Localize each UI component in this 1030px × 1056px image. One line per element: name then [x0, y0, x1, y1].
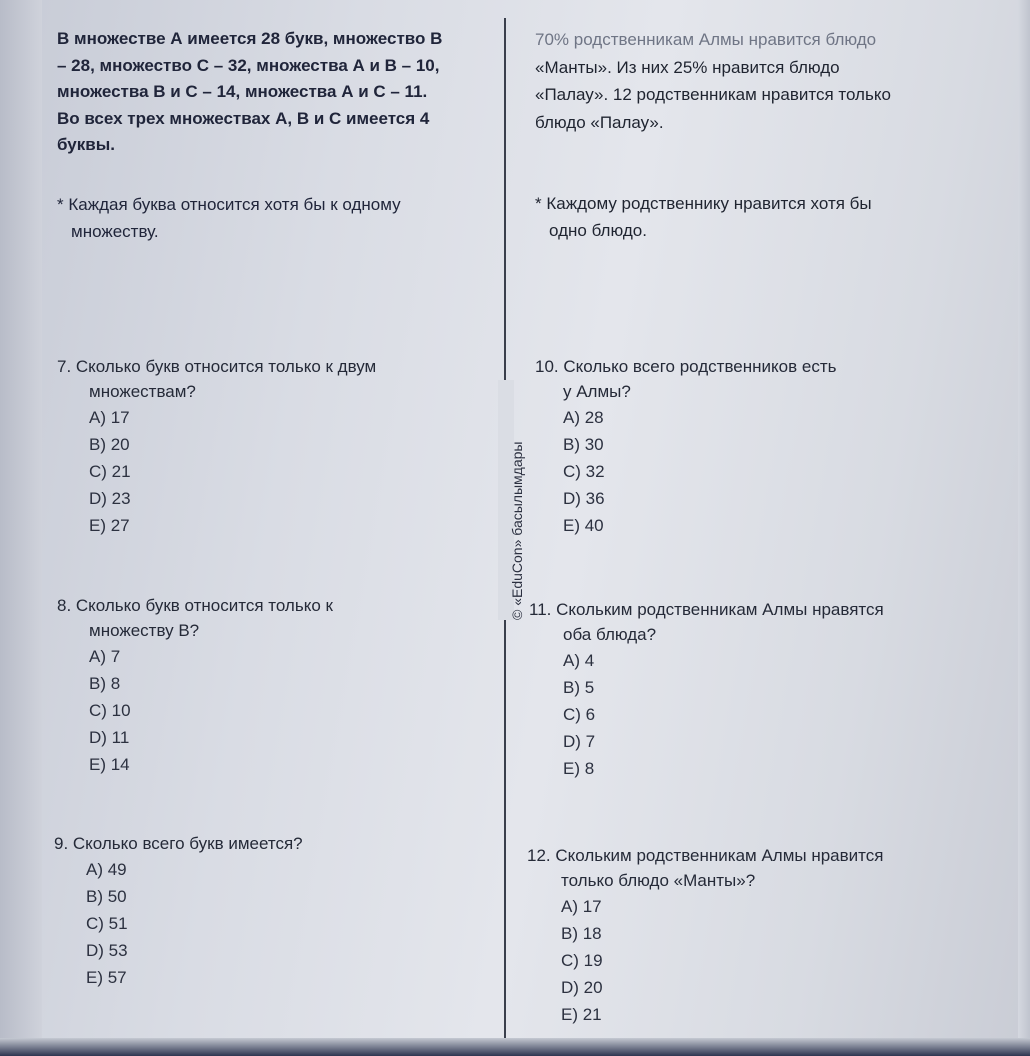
question-7: [57, 354, 487, 539]
publisher-watermark: © «EduCon» басылымдары: [509, 441, 525, 620]
answer-options: [57, 643, 487, 778]
answer-option[interactable]: В) 8: [89, 674, 121, 693]
answer-option[interactable]: Е) 57: [86, 968, 127, 987]
left-problem-statement: [57, 26, 497, 159]
right-intro-line: «Манты». Из них 25% нравится блюдо: [535, 57, 840, 77]
answer-option[interactable]: А) 28: [563, 408, 604, 427]
question-title: 10. Сколько всего родственников есть: [535, 357, 837, 376]
answer-option[interactable]: А) 7: [89, 647, 121, 666]
answer-option[interactable]: D) 36: [563, 489, 605, 508]
answer-option[interactable]: D) 53: [86, 941, 128, 960]
answer-option[interactable]: С) 51: [86, 914, 128, 933]
left-intro-line: Во всех трех множествах А, В и С имеется 4: [57, 108, 430, 128]
answer-option[interactable]: С) 10: [89, 701, 131, 720]
left-intro-line: буквы.: [57, 135, 115, 154]
question-12: [527, 843, 1007, 1028]
answer-option[interactable]: Е) 27: [89, 516, 130, 535]
left-note: [57, 192, 497, 245]
question-10: [535, 354, 1005, 539]
answer-options: [529, 647, 1009, 782]
answer-options: [54, 856, 494, 991]
question-title: 9. Сколько всего букв имеется?: [54, 834, 303, 853]
question-title: только блюдо «Манты»?: [561, 871, 756, 890]
answer-option[interactable]: С) 32: [563, 462, 605, 481]
question-9: [54, 831, 494, 991]
answer-option[interactable]: В) 30: [563, 435, 604, 454]
question-title: 7. Сколько букв относится только к двум: [57, 357, 377, 376]
answer-option[interactable]: В) 50: [86, 887, 127, 906]
answer-option[interactable]: В) 18: [561, 924, 602, 943]
right-intro-line: блюдо «Палау».: [535, 112, 664, 132]
question-title: 11. Скольким родственникам Алмы нравятся: [529, 600, 884, 619]
page-right-shadow: [1018, 0, 1030, 1056]
answer-option[interactable]: В) 20: [89, 435, 130, 454]
answer-options: [57, 404, 487, 539]
left-intro-line: – 28, множество С – 32, множества А и В – 10,: [57, 55, 440, 75]
answer-option[interactable]: С) 6: [563, 705, 596, 724]
question-title: оба блюда?: [563, 625, 657, 644]
answer-option[interactable]: Е) 40: [563, 516, 604, 535]
right-note-line: * Каждому родственнику нравится хотя бы: [535, 194, 872, 213]
answer-option[interactable]: В) 5: [563, 678, 595, 697]
answer-option[interactable]: С) 19: [561, 951, 603, 970]
right-note: [535, 190, 1005, 244]
answer-option[interactable]: D) 20: [561, 978, 603, 997]
question-title: 12. Скольким родственникам Алмы нравится: [527, 846, 884, 865]
answer-options: [535, 404, 1005, 539]
question-title: множествам?: [89, 382, 196, 401]
page-bottom-edge: [0, 1038, 1030, 1056]
answer-option[interactable]: А) 17: [89, 408, 130, 427]
answer-option[interactable]: D) 7: [563, 732, 596, 751]
answer-option[interactable]: С) 21: [89, 462, 131, 481]
left-intro-line: множества В и С – 14, множества А и С – 11.: [57, 82, 428, 101]
answer-option[interactable]: А) 49: [86, 860, 127, 879]
answer-option[interactable]: А) 4: [563, 651, 595, 670]
right-intro-line: «Палау». 12 родственникам нравится только: [535, 85, 891, 104]
question-title: у Алмы?: [563, 382, 631, 401]
question-11: [529, 597, 1009, 782]
left-note-line: * Каждая буква относится хотя бы к одному: [57, 195, 401, 214]
question-title: множеству В?: [89, 621, 200, 640]
left-note-line: множеству.: [71, 221, 159, 241]
answer-options: [527, 893, 1007, 1028]
question-8: [57, 593, 487, 778]
page-left-shadow: [0, 0, 42, 1056]
answer-option[interactable]: D) 23: [89, 489, 131, 508]
answer-option[interactable]: D) 11: [89, 728, 130, 747]
answer-option[interactable]: А) 17: [561, 897, 602, 916]
left-intro-line: В множестве А имеется 28 букв, множество В: [57, 29, 443, 48]
answer-option[interactable]: Е) 14: [89, 755, 130, 774]
right-note-line: одно блюдо.: [549, 221, 647, 240]
right-intro-line: 70% родственникам Алмы нравится блюдо: [535, 30, 877, 49]
right-problem-statement: [535, 26, 1005, 136]
answer-option[interactable]: Е) 8: [563, 759, 595, 778]
question-title: 8. Сколько букв относится только к: [57, 596, 333, 615]
answer-option[interactable]: Е) 21: [561, 1005, 602, 1024]
